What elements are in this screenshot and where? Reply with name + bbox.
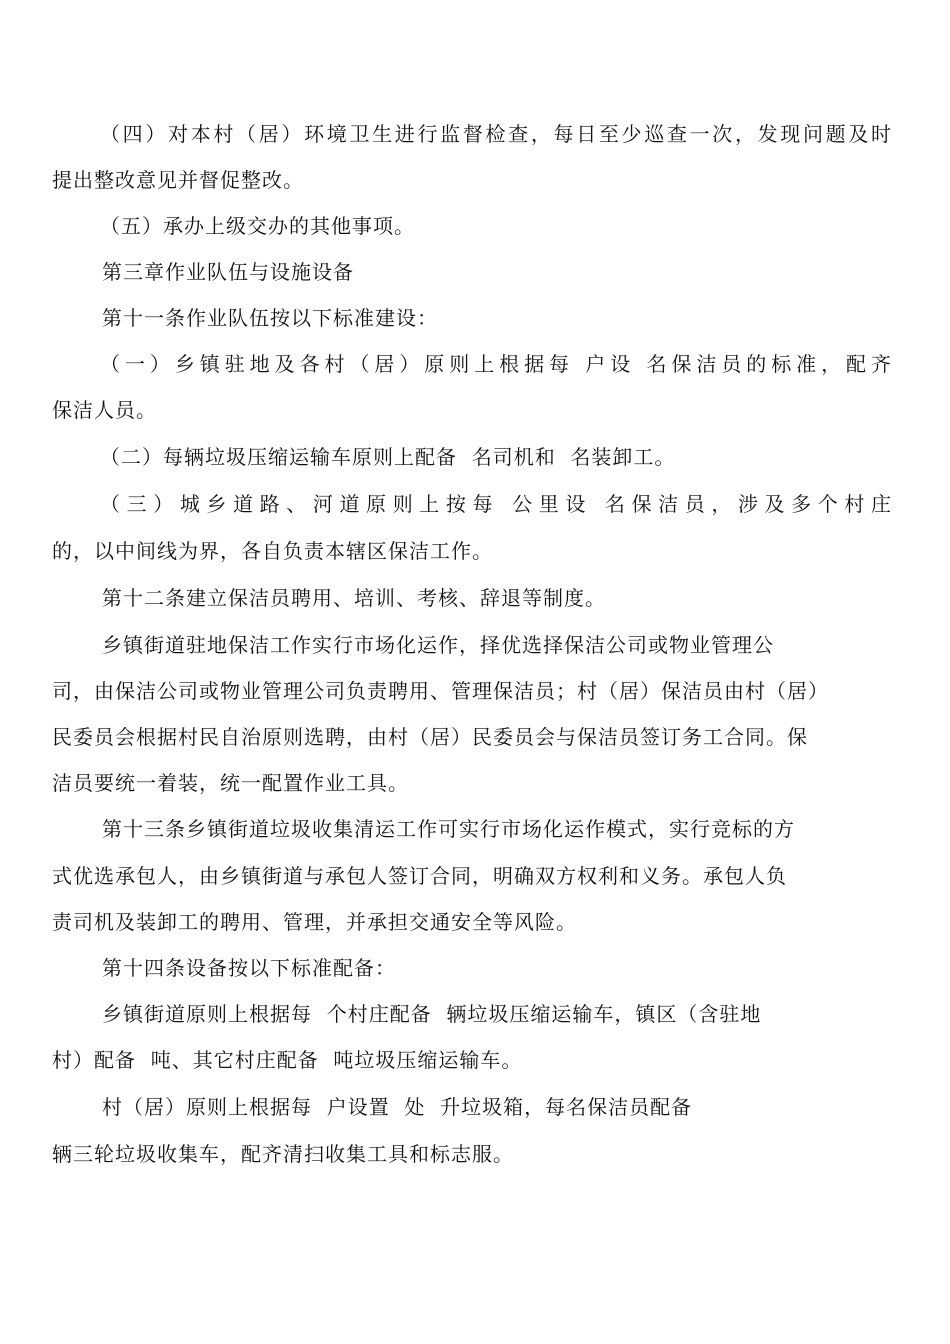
paragraph-line: （三）城乡道路、河道原则上按每 公里设 名保洁员，涉及多个村庄 [100,492,892,516]
paragraph-line: 保洁人员。 [52,398,157,422]
paragraph-line: 提出整改意见并督促整改。 [52,168,304,192]
paragraph-line: 责司机及装卸工的聘用、管理，并承担交通安全等风险。 [52,910,577,934]
paragraph-line: 乡镇街道驻地保洁工作实行市场化运作，择优选择保洁公司或物业管理公 [102,633,774,657]
paragraph-line: 洁员要统一着装，统一配置作业工具。 [52,771,409,795]
article-heading: 第十二条建立保洁员聘用、培训、考核、辞退等制度。 [102,586,606,610]
paragraph-line: 村（居）原则上根据每 户设置 处 升垃圾箱，每名保洁员配备 [102,1095,693,1119]
paragraph-line: 式优选承包人，由乡镇街道与承包人签订合同，明确双方权利和义务。承包人负 [52,864,787,888]
paragraph-line: 司，由保洁公司或物业管理公司负责聘用、管理保洁员；村（居）保洁员由村（居） [52,679,829,703]
chapter-heading: 第三章作业队伍与设施设备 [102,260,354,284]
article-heading: 第十三条乡镇街道垃圾收集清运工作可实行市场化运作模式，实行竞标的方 [102,817,795,841]
paragraph-line: 辆三轮垃圾收集车，配齐清扫收集工具和标志服。 [52,1142,514,1166]
paragraph-line: 村）配备 吨、其它村庄配备 吨垃圾压缩运输车。 [52,1048,523,1072]
paragraph-line: （二）每辆垃圾压缩运输车原则上配备 名司机和 名装卸工。 [100,445,676,469]
paragraph-line: （五）承办上级交办的其他事项。 [100,214,415,238]
paragraph-line: （四）对本村（居）环境卫生进行监督检查，每日至少巡查一次，发现问题及时 [100,122,892,146]
paragraph-line: 的，以中间线为界，各自负责本辖区保洁工作。 [52,539,493,563]
article-heading: 第十四条设备按以下标准配备： [102,956,396,980]
paragraph-line: 乡镇街道原则上根据每 个村庄配备 辆垃圾压缩运输车，镇区（含驻地 [102,1002,762,1026]
paragraph-line: （一）乡镇驻地及各村（居）原则上根据每 户设 名保洁员的标准，配齐 [100,352,892,376]
article-heading: 第十一条作业队伍按以下标准建设： [102,306,438,330]
paragraph-line: 民委员会根据村民自治原则选聘，由村（居）民委员会与保洁员签订务工合同。保 [52,725,808,749]
